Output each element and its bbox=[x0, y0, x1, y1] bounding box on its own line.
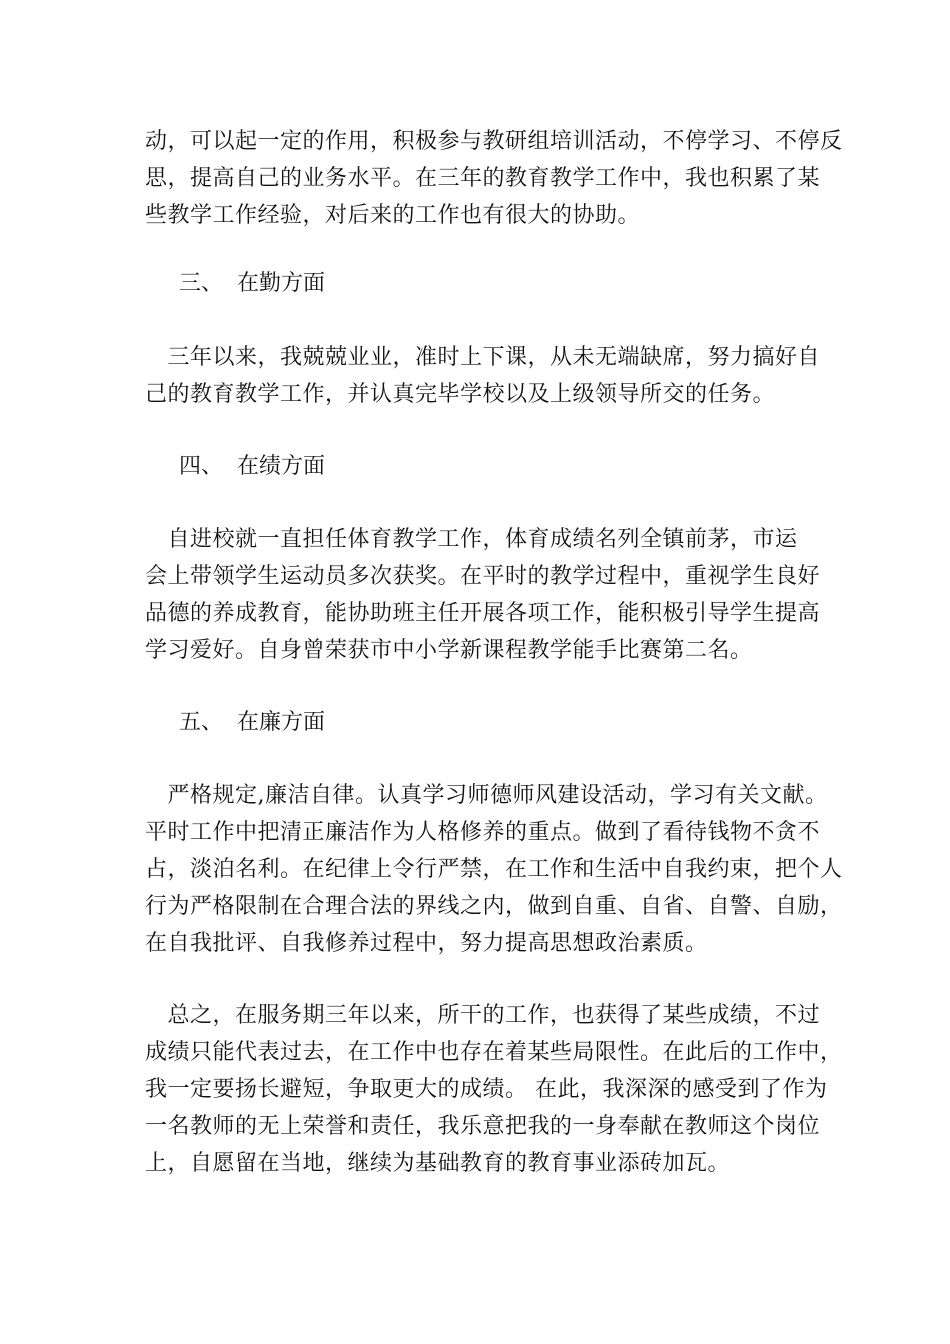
text-line: 在自我批评、自我修养过程中，努力提高思想政治素质。 bbox=[145, 931, 708, 956]
section-heading-performance bbox=[145, 448, 815, 485]
section-heading: 四、 在绩方面 bbox=[179, 454, 325, 479]
paragraph-integrity bbox=[145, 777, 843, 962]
text-line: 总之，在服务期三年以来，所干的工作，也获得了某些成绩，不过 bbox=[145, 1003, 821, 1028]
paragraph-conclusion bbox=[145, 997, 843, 1182]
text-line: 成绩只能代表过去，在工作中也存在着某些局限性。在此后的工作中， bbox=[145, 1040, 843, 1065]
text-line: 我一定要扬长避短，争取更大的成绩。 在此，我深深的感受到了作为 bbox=[145, 1077, 828, 1102]
text-line: 三年以来，我兢兢业业，准时上下课，从未无端缺席，努力搞好自 bbox=[145, 345, 821, 370]
text-line: 己的教育教学工作，并认真完毕学校以及上级领导所交的任务。 bbox=[145, 382, 776, 407]
section-heading-integrity bbox=[145, 704, 815, 741]
paragraph-performance bbox=[145, 521, 821, 669]
text-line: 一名教师的无上荣誉和责任，我乐意把我的一身奉献在教师这个岗位 bbox=[145, 1114, 821, 1139]
text-line: 占，淡泊名利。在纪律上令行严禁，在工作和生活中自我约束，把个人 bbox=[145, 857, 843, 882]
section-heading: 三、 在勤方面 bbox=[179, 271, 325, 296]
paragraph-diligence bbox=[145, 339, 821, 413]
text-line: 自进校就一直担任体育教学工作，体育成绩名列全镇前茅，市运 bbox=[145, 527, 798, 552]
text-line: 会上带领学生运动员多次获奖。在平时的教学过程中，重视学生良好 bbox=[145, 564, 821, 589]
paragraph-intro bbox=[145, 123, 843, 234]
text-line: 学习爱好。自身曾荣获市中小学新课程教学能手比赛第二名。 bbox=[145, 638, 753, 663]
text-line: 品德的养成教育，能协助班主任开展各项工作，能积极引导学生提高 bbox=[145, 601, 821, 626]
section-heading-diligence bbox=[145, 265, 815, 302]
text-line: 些教学工作经验，对后来的工作也有很大的协助。 bbox=[145, 203, 641, 228]
section-heading: 五、 在廉方面 bbox=[179, 710, 325, 735]
text-line: 平时工作中把清正廉洁作为人格修养的重点。做到了看待钱物不贪不 bbox=[145, 820, 821, 845]
text-line: 行为严格限制在合理合法的界线之内，做到自重、自省、自警、自励， bbox=[145, 894, 843, 919]
text-line: 严格规定,廉洁自律。认真学习师德师风建设活动，学习有关文献。 bbox=[145, 783, 828, 808]
text-line: 动，可以起一定的作用，积极参与教研组培训活动，不停学习、不停反 bbox=[145, 129, 843, 154]
text-line: 思，提高自己的业务水平。在三年的教育教学工作中，我也积累了某 bbox=[145, 166, 821, 191]
text-line: 上，自愿留在当地，继续为基础教育的教育事业添砖加瓦。 bbox=[145, 1151, 731, 1176]
